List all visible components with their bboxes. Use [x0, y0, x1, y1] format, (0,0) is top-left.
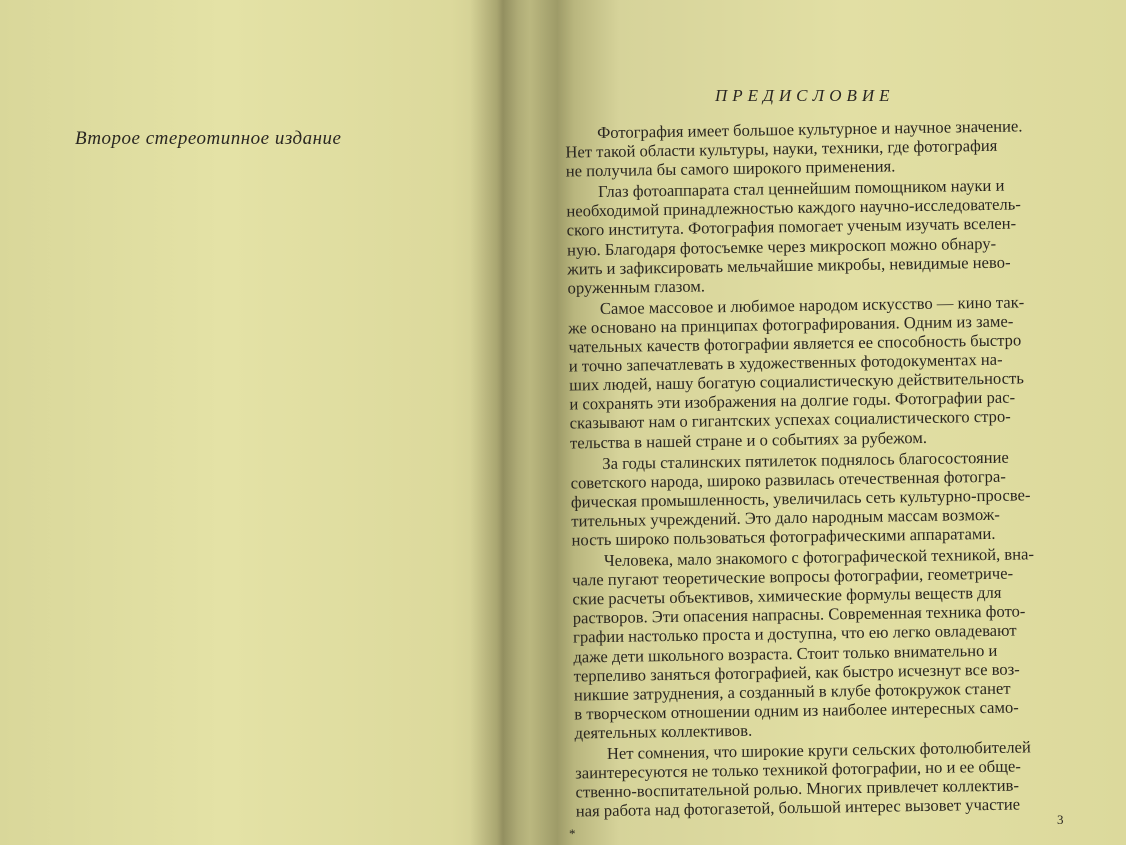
- text-line: Нет такой области культуры, науки, техники, где фотография: [565, 135, 998, 162]
- page-number: 3: [1057, 812, 1064, 827]
- text-line: растворов. Эти опасения напрасны. Современная техника фото-: [572, 601, 1026, 628]
- text-line: Самое массовое и любимое народом искусство — кино так-: [599, 292, 1025, 318]
- text-line: графии настолько проста и доступна, что ею легко овладевают: [572, 620, 1017, 647]
- paragraph: [537, 116, 1078, 182]
- text-line: Фотография имеет большое культурное и научное значение.: [596, 116, 1023, 143]
- text-line: деятельных коллективов.: [574, 720, 753, 743]
- preface-text: [537, 116, 1088, 824]
- text-line: терпеливо заняться фотографией, как быстро исчезнут все воз-: [573, 659, 1020, 686]
- text-line: ную. Благодаря фотосъемке через микроскоп можно обнару-: [566, 233, 997, 260]
- left-page: [0, 0, 500, 845]
- text-line: ственно-воспитательной ролью. Многих привлечет коллектив-: [575, 775, 1020, 802]
- paragraph: [542, 446, 1083, 550]
- text-line: ная работа над фотогазетой, большой интерес вызовет участие: [575, 794, 1021, 821]
- text-line: не получила бы самого широкого применения.: [565, 156, 896, 181]
- paragraph: [547, 736, 1088, 821]
- text-line: советского народа, широко развилась отечественная фотогра-: [570, 466, 1006, 493]
- edition-note: Второе стереотипное издание: [75, 128, 342, 149]
- text-line: фическая промышленность, увеличилась сеть культурно-просве-: [570, 485, 1031, 512]
- text-line: ность широко пользоваться фотографическими аппаратами.: [571, 523, 996, 550]
- text-line: ского института. Фотография помогает ученым изучать вселен-: [566, 213, 1017, 241]
- paragraph: [538, 175, 1080, 298]
- text-line: никшие затруднения, а созданный в клубе фотокружок станет: [573, 678, 1011, 705]
- page-title: ПРЕДИСЛОВИЕ: [715, 86, 895, 105]
- text-line: сказывают нам о гигантских успехах социалистического стро-: [569, 407, 1011, 433]
- text-line: в творческом отношении одним из наиболее интересных само-: [574, 697, 1019, 724]
- paragraph: [540, 291, 1082, 452]
- text-line: необходимой принадлежностью каждого научно-исследователь-: [566, 194, 1021, 221]
- text-line: же основано на принципах фотографирования. Одним из заме-: [568, 311, 1014, 338]
- text-line: ших людей, нашу богатую социалистическую действительность: [568, 368, 1024, 395]
- text-line: ские расчеты объективов, химические формулы веществ для: [572, 583, 1002, 609]
- text-line: чале пугают теоретические вопросы фотографии, геометриче-: [572, 563, 1014, 590]
- text-line: Нет сомнения, что широкие круги сельских фотолюбителей: [606, 737, 1031, 763]
- text-line: жить и зафиксировать мельчайшие микробы, невидимые нево-: [567, 252, 1011, 279]
- text-line: и сохранять эти изображения на долгие годы. Фотографии рас-: [569, 387, 1016, 414]
- text-line: Глаз фотоаппарата стал ценнейшим помощником науки и: [597, 175, 1005, 202]
- text-line: тельства в нашей стране и о событиях за рубежом.: [569, 427, 928, 453]
- text-line: Человека, мало знакомого с фотографической техникой, вна-: [603, 544, 1035, 571]
- text-line: и точно запечатлевать в художественных фотодокументах на-: [568, 349, 1003, 376]
- right-page: [505, 0, 1126, 845]
- text-line: заинтересуются не только техникой фотографии, но и ее обще-: [575, 756, 1021, 783]
- text-line: даже дети школьного возраста. Стоит только внимательно и: [573, 640, 998, 667]
- text-line: За годы сталинских пятилеток поднялось благосостояние: [602, 447, 1009, 473]
- paragraph: [544, 544, 1087, 743]
- text-line: тительных учреждений. Это дало народным массам возмож-: [571, 504, 1000, 531]
- text-line: оруженным глазом.: [567, 276, 706, 298]
- signature-mark: *: [569, 826, 576, 841]
- text-line: чательных качеств фотографии является ее способность быстро: [568, 330, 1022, 357]
